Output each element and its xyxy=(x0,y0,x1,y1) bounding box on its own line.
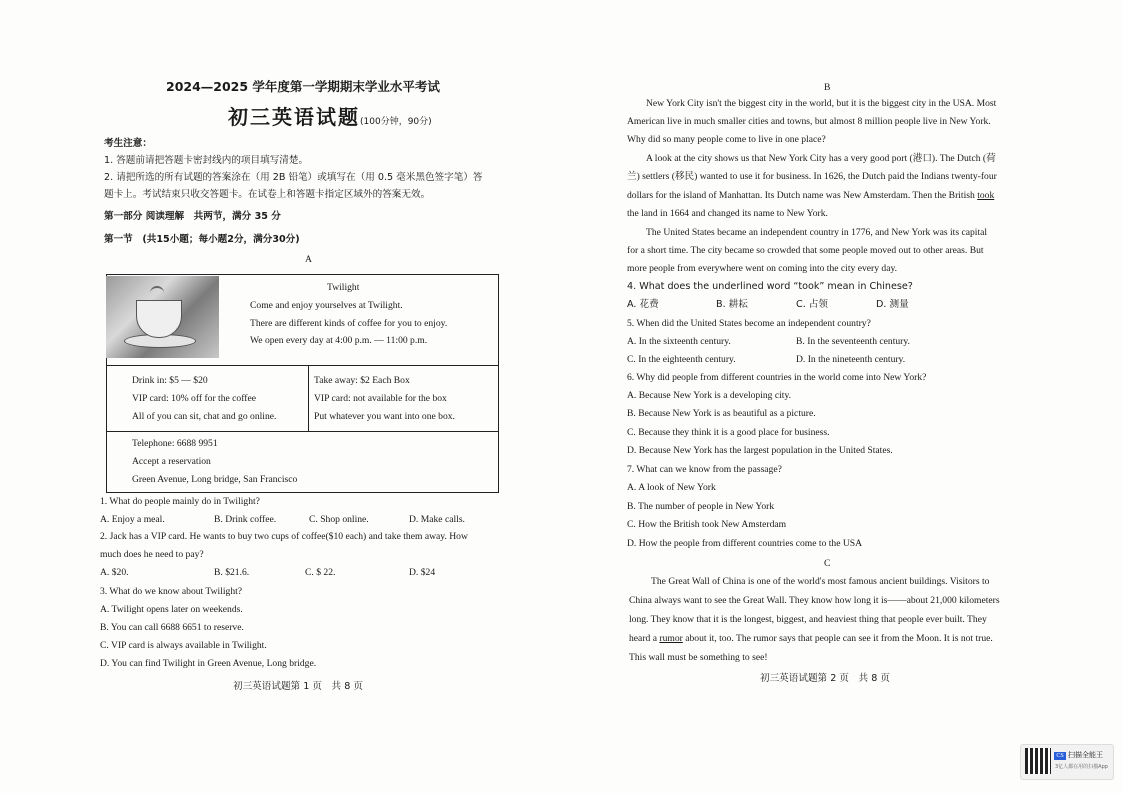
c-line-3: long. They know that it is the longest, biggest, and heaviest thing that people ever built. They xyxy=(629,614,987,625)
q7-option-b: B. The number of people in New York xyxy=(627,501,775,512)
q2-option-a: A. $20. xyxy=(100,567,129,578)
ad-line-1: Come and enjoy yourselves at Twilight. xyxy=(250,300,403,311)
notice-2b: 题卡上。考试结束只收交答题卡。在试卷上和答题卡指定区域外的答案无效。 xyxy=(104,189,431,200)
question-5: 5. When did the United States become an independent country? xyxy=(627,318,871,329)
q7-option-a: A. A look of New York xyxy=(627,482,716,493)
b-line-7: the land in 1664 and changed its name to New York. xyxy=(627,208,828,219)
scanner-tagline: 3亿人都在用的扫描App xyxy=(1055,764,1108,770)
ad-line-3: We open every day at 4:00 p.m. — 11:00 p.m. xyxy=(250,335,428,346)
scanner-app-name: 扫描全能王 xyxy=(1068,751,1103,759)
question-6: 6. Why did people from different countries in the world come into New York? xyxy=(627,372,927,383)
q3-option-d: D. You can find Twilight in Green Avenue, Long bridge. xyxy=(100,658,317,669)
subject-title: 初三英语试题 xyxy=(228,105,360,129)
c-line-1: The Great Wall of China is one of the world's most famous ancient buildings. Visitors to xyxy=(651,576,990,587)
subject-note: (100分钟，90分) xyxy=(360,117,432,127)
ad-divider-h1 xyxy=(106,365,498,366)
q5-option-b: B. In the seventeenth century. xyxy=(796,336,910,347)
q5-option-d: D. In the nineteenth century. xyxy=(796,354,906,365)
b-line-2: American live in much smaller cities and towns, but almost 8 million people live in New York. xyxy=(627,116,991,127)
took-underlined: took xyxy=(977,190,995,201)
page-1-footer: 初三英语试题第 1 页 共 8 页 xyxy=(233,681,363,692)
passage-c-label: C xyxy=(824,558,831,569)
cs-logo-icon: CS xyxy=(1054,752,1066,760)
q6-option-b: B. Because New York is as beautiful as a picture. xyxy=(627,408,816,419)
question-3: 3. What do we know about Twilight? xyxy=(100,586,243,597)
q6-option-a: A. Because New York is a developing city. xyxy=(627,390,792,401)
q1-option-c: C. Shop online. xyxy=(309,514,369,525)
drink-in-vip: VIP card: 10% off for the coffee xyxy=(132,393,256,404)
q4-option-d: D. 测量 xyxy=(876,299,909,310)
question-2a: 2. Jack has a VIP card. He wants to buy two cups of coffee($10 each) and take them away. How xyxy=(100,531,468,542)
ad-reservation: Accept a reservation xyxy=(132,456,211,467)
c-line-4-lead: heard a xyxy=(629,633,657,644)
b-line-6-text: dollars for the island of Manhattan. Its Dutch name was New Amsterdam. Then the British xyxy=(627,190,975,201)
b-line-5: 兰) settlers (移民) wanted to use it for business. In 1626, the Dutch paid the Indians twenty-four xyxy=(627,171,997,182)
section-one-heading: 第一节 (共15小题；每小题2分，满分30分) xyxy=(104,234,300,245)
qr-code-icon xyxy=(1025,748,1051,774)
ad-address: Green Avenue, Long bridge, San Francisco xyxy=(132,474,298,485)
b-line-3: Why did so many people come to live in one place? xyxy=(627,134,826,145)
question-1: 1. What do people mainly do in Twilight? xyxy=(100,496,260,507)
q4-option-c: C. 占领 xyxy=(796,299,828,310)
ad-divider-h2 xyxy=(106,431,498,432)
q1-option-b: B. Drink coffee. xyxy=(214,514,277,525)
passage-a-label: A xyxy=(305,254,312,265)
q2-option-c: C. $ 22. xyxy=(305,567,336,578)
q3-option-a: A. Twilight opens later on weekends. xyxy=(100,604,243,615)
b-line-6 xyxy=(627,190,994,201)
b-line-8: The United States became an independent country in 1776, and New York was its capital xyxy=(646,227,988,238)
question-7: 7. What can we know from the passage? xyxy=(627,464,782,475)
c-line-5: This wall must be something to see! xyxy=(629,652,768,663)
q1-option-d: D. Make calls. xyxy=(409,514,465,525)
subject-title-row xyxy=(228,106,432,129)
drink-in-price: Drink in: $5 — $20 xyxy=(132,375,208,386)
q7-option-c: C. How the British took New Amsterdam xyxy=(627,519,787,530)
q1-option-a: A. Enjoy a meal. xyxy=(100,514,165,525)
q3-option-c: C. VIP card is always available in Twilight. xyxy=(100,640,267,651)
notice-heading: 考生注意： xyxy=(104,138,152,149)
q2-option-b: B. $21.6. xyxy=(214,567,250,578)
page-2-footer: 初三英语试题第 2 页 共 8 页 xyxy=(760,673,890,684)
ad-name: Twilight xyxy=(327,282,360,293)
q7-option-d: D. How the people from different countries come to the USA xyxy=(627,538,863,549)
q5-option-c: C. In the eighteenth century. xyxy=(627,354,736,365)
notice-1: 1. 答题前请把答题卡密封线内的项目填写清楚。 xyxy=(104,155,309,166)
question-2b: much does he need to pay? xyxy=(100,549,204,560)
exam-title: 2024—2025 学年度第一学期期末学业水平考试 xyxy=(166,79,440,94)
rumor-underlined: rumor xyxy=(659,633,683,644)
passage-b-label: B xyxy=(824,82,831,93)
q4-option-a: A. 花费 xyxy=(627,299,659,310)
part-one-heading: 第一部分 阅读理解 共两节，满分 35 分 xyxy=(104,211,281,222)
q5-option-a: A. In the sixteenth century. xyxy=(627,336,731,347)
ad-divider-v xyxy=(308,365,309,431)
b-line-1: New York City isn't the biggest city in the world, but it is the biggest city in the USA. Most xyxy=(646,98,997,109)
q6-option-c: C. Because they think it is a good place for business. xyxy=(627,427,830,438)
c-line-4 xyxy=(629,633,993,644)
notice-2a: 2. 请把所选的所有试题的答案涂在（用 2B 铅笔）或填写在（用 0.5 毫米黑色签字笔）答 xyxy=(104,172,483,183)
take-away-price: Take away: $2 Each Box xyxy=(314,375,410,386)
c-line-2: China always want to see the Great Wall. They know how long it is——about 21,000 kilometers xyxy=(629,595,1000,606)
q6-option-d: D. Because New York has the largest population in the United States. xyxy=(627,445,893,456)
b-line-9: for a short time. The city became so crowded that some people moved out to other areas. But xyxy=(627,245,984,256)
q2-option-d: D. $24 xyxy=(409,567,436,578)
b-line-4: A look at the city shows us that New York City has a very good port (港口). The Dutch (荷 xyxy=(646,153,996,164)
steam-icon xyxy=(150,286,164,300)
c-line-4-text: about it, too. The rumor says that people can see it from the Moon. It is not true. xyxy=(685,633,993,644)
ad-telephone: Telephone: 6688 9951 xyxy=(132,438,218,449)
ad-line-2: There are different kinds of coffee for you to enjoy. xyxy=(250,318,448,329)
drink-in-note: All of you can sit, chat and go online. xyxy=(132,411,277,422)
take-away-vip: VIP card: not available for the box xyxy=(314,393,447,404)
q3-option-b: B. You can call 6688 6651 to reserve. xyxy=(100,622,244,633)
question-4: 4. What does the underlined word “took” mean in Chinese? xyxy=(627,281,913,292)
b-line-10: more people from everywhere went on coming into the city every day. xyxy=(627,263,898,274)
q4-option-b: B. 耕耘 xyxy=(716,299,748,310)
take-away-note: Put whatever you want into one box. xyxy=(314,411,455,422)
